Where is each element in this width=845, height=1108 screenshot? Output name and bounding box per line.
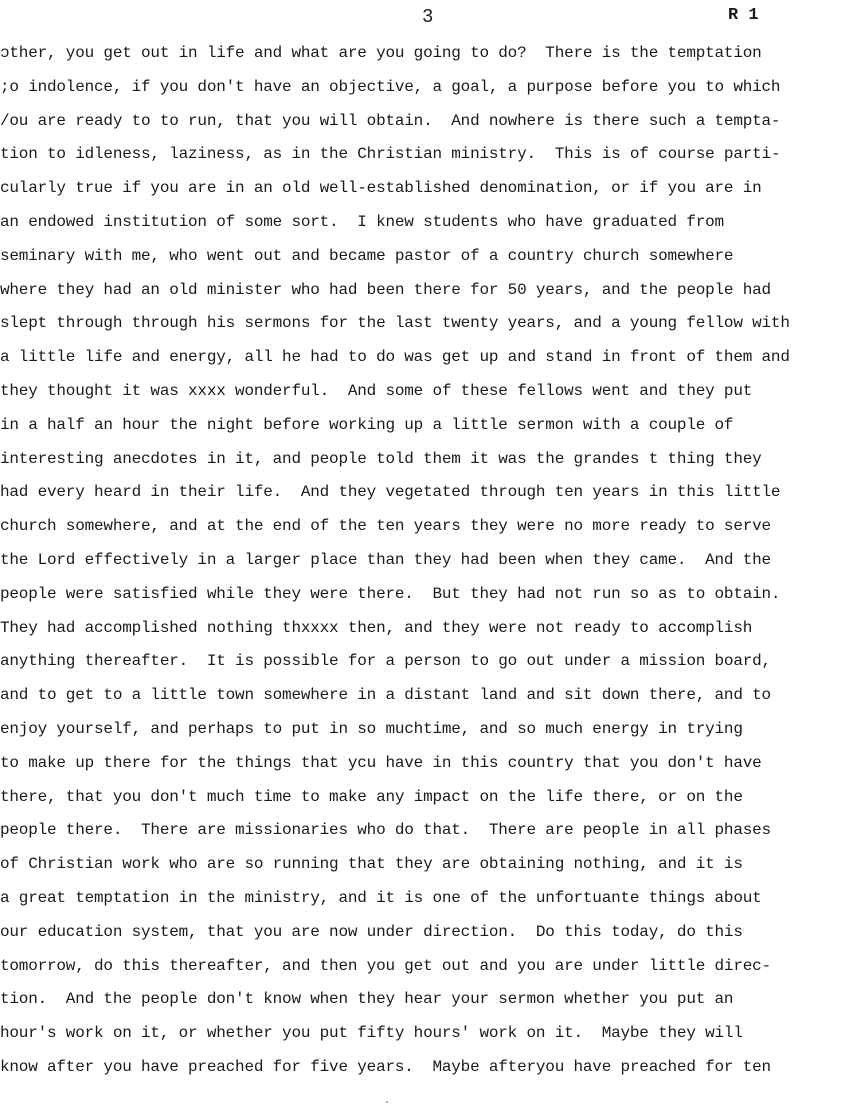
text-line: they thought it was xxxx wonderful. And some of these fellows went and they put — [0, 381, 753, 400]
text-line: ɔther, you get out in life and what are you going to do? There is the temptation — [0, 44, 762, 62]
page-number: 3 — [422, 6, 434, 28]
text-line: there, that you don't much time to make any impact on the life there, or on the — [0, 787, 743, 806]
text-line: cularly true if you are in an old well-established denomination, or if you are in — [0, 179, 762, 198]
text-line: ;o indolence, if you don't have an objective, a goal, a purpose before you to which — [0, 77, 781, 96]
text-line: /ou are ready to to run, that you will obtain. And nowhere is there such a tempta- — [0, 111, 781, 130]
text-line: and to get to a little town somewhere in a distant land and sit down there, and to — [0, 686, 771, 705]
text-line: our education system, that you are now under direction. Do this today, do this — [0, 922, 743, 941]
text-line: a little life and energy, all he had to do was get up and stand in front of them and — [0, 348, 790, 367]
text-line: enjoy yourself, and perhaps to put in so muchtime, and so much energy in trying — [0, 719, 743, 738]
text-line: of Christian work who are so running that they are obtaining nothing, and it is — [0, 855, 743, 874]
text-line: tion to idleness, laziness, as in the Christian ministry. This is of course parti- — [0, 145, 781, 164]
text-line: seminary with me, who went out and became pastor of a country church somewhere — [0, 246, 734, 265]
text-line: had every heard in their life. And they vegetated through ten years in this little — [0, 483, 781, 502]
text-line: hour's work on it, or whether you put fifty hours' work on it. Maybe they will — [0, 1024, 743, 1043]
text-line: where they had an old minister who had been there for 50 years, and the people had — [0, 280, 771, 299]
text-line: tion. And the people don't know when they hear your sermon whether you put an — [0, 990, 734, 1009]
footer-mark: . — [384, 1096, 391, 1107]
text-line: in a half an hour the night before working up a little sermon with a couple of — [0, 415, 734, 434]
text-line: tomorrow, do this thereafter, and then you get out and you are under little direc- — [0, 956, 771, 975]
text-line: They had accomplished nothing thxxxx then, and they were not ready to accomplish — [0, 618, 753, 637]
typed-body-text — [0, 37, 845, 1085]
text-line: to make up there for the things that ycu have in this country that you don't have — [0, 753, 762, 772]
text-line: people were satisfied while they were there. But they had not run so as to obtain. — [0, 584, 781, 603]
text-line: anything thereafter. It is possible for a person to go out under a mission board, — [0, 652, 771, 671]
text-line: the Lord effectively in a larger place than they had been when they came. And the — [0, 550, 771, 569]
text-line: people there. There are missionaries who do that. There are people in all phases — [0, 821, 771, 840]
text-line: church somewhere, and at the end of the ten years they were no more ready to serve — [0, 517, 771, 536]
text-line: slept through through his sermons for the last twenty years, and a young fellow with — [0, 314, 790, 333]
text-line: an endowed institution of some sort. I knew students who have graduated from — [0, 212, 724, 231]
text-line: a great temptation in the ministry, and it is one of the unfortuante things about — [0, 888, 762, 907]
handwritten-corner-mark: R 1 — [728, 6, 759, 25]
text-line: interesting anecdotes in it, and people told them it was the grandes t thing they — [0, 449, 762, 468]
text-line: know after you have preached for five years. Maybe afteryou have preached for ten — [0, 1057, 771, 1076]
